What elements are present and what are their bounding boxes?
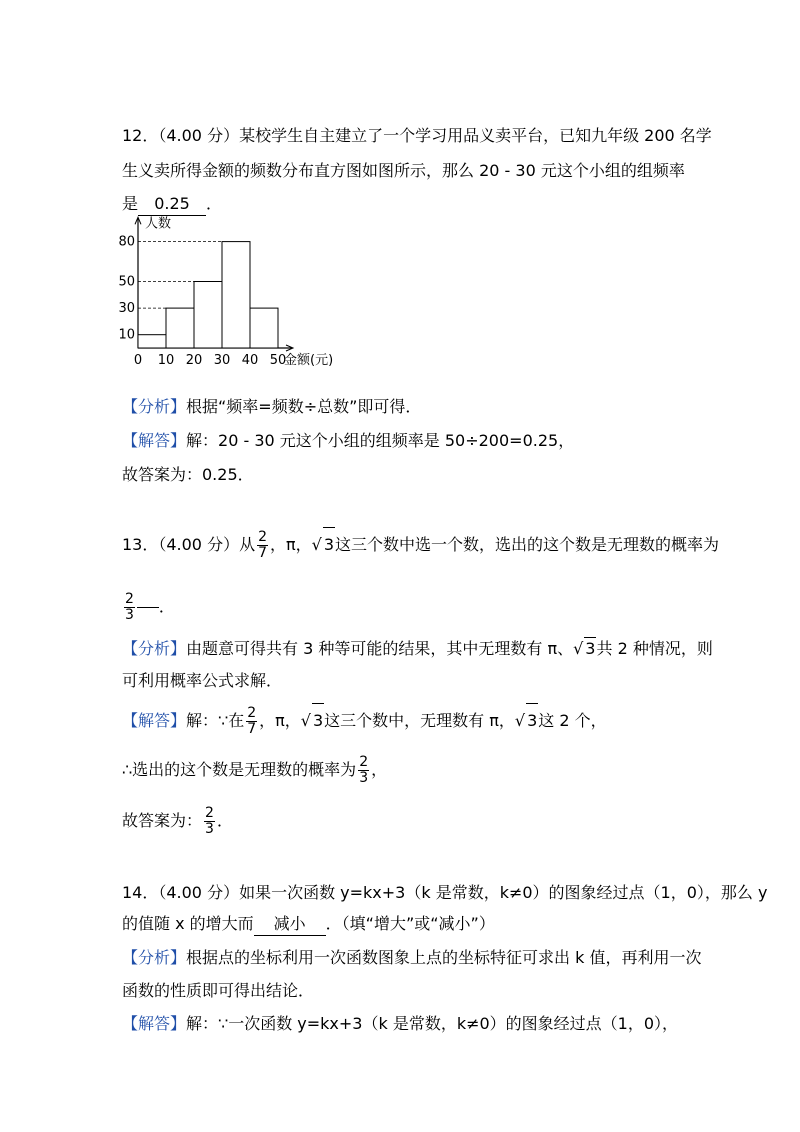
fraction-denominator: 3 [205,821,214,837]
x-tick-label: 50 [269,353,287,368]
q13-answer-suffix: ． [158,597,175,616]
q12-line-2: 生义卖所得金额的频数分布直方图如图所示，那么 20 - 30 元这个小组的组频率 [122,161,685,180]
x-tick-label: 40 [241,353,259,368]
analysis-tag: 【分析】 [122,948,187,967]
sqrt-icon: √ [514,711,526,730]
histogram-bar [166,308,194,348]
q14-suffix: ．（填“增大”或“减小”） [325,914,495,933]
histogram-bar [194,282,222,349]
q13-conclusion [122,802,233,840]
sqrt-radicand: 3 [312,703,324,738]
q14-analysis-text: 根据点的坐标利用一次函数图象上点的坐标特征可求出 k 值，再利用一次 [186,948,702,967]
q14-solution-text: 解：∵一次函数 y=kx+3（k 是常数，k≠0）的图象经过点（1，0）， [186,1014,679,1033]
q12-line-1: 12．（4.00 分）某校学生自主建立了一个学习用品义卖平台，已知九年级 200 名学 [122,126,712,145]
fraction-denominator: 3 [125,607,134,623]
frequency-histogram [115,210,375,380]
solution-tag: 【解答】 [122,431,187,450]
q14-prefix: 的值随 x 的增大而 [122,914,254,933]
fraction-numerator: 2 [247,705,257,721]
q13-answer-fraction [124,592,135,623]
q13-conclusion-end: ． [216,811,233,830]
fraction-2-3 [204,806,215,837]
y-tick-label: 10 [118,327,135,343]
q12-answer-blank: 0.25 [138,193,206,216]
q14-analysis-2: 函数的性质即可得出结论． [122,981,315,1000]
q13-line-1 [122,527,719,562]
q14-line-1: 14．（4.00 分）如果一次函数 y=kx+3（k 是常数，k≠0）的图象经过点（1，0），那么 y [122,883,768,902]
q13-therefore [122,751,387,789]
fraction-numerator: 2 [258,529,267,545]
histogram-bar [250,308,278,348]
fraction-denominator: 7 [247,721,257,737]
y-axis-label: 人数 [145,216,172,232]
sqrt-icon: √ [300,711,311,730]
q13-conclusion-text: 故答案为： [122,811,203,830]
fraction-numerator: 2 [125,591,134,607]
q13-solution-text: 解：∵在 [186,711,245,730]
q12-analysis-text: 根据“频率=频数÷总数”即可得． [186,397,422,416]
q12-prefix: 是 [122,194,139,213]
histogram-bar [222,242,250,348]
q13-analysis-text: 由题意可得共有 3 种等可能的结果，其中无理数有 π、 [186,639,574,658]
x-tick-label: 30 [213,353,231,368]
analysis-tag: 【分析】 [122,639,187,658]
q13-analysis-2: 可利用概率公式求解． [122,671,283,690]
q14-analysis-1 [122,947,701,969]
sqrt-radicand: 3 [323,527,335,562]
x-tick-label: 0 [133,353,143,368]
x-tick-label: 20 [185,353,203,368]
q12-suffix: ． [206,194,223,213]
q13-analysis-text-end: 共 2 种情况，则 [596,639,713,658]
fraction-denominator: 7 [258,545,267,561]
sqrt-radicand: 3 [585,639,596,658]
fraction-2-7 [246,706,257,737]
q12-solution [122,430,574,452]
fraction-numerator: 2 [359,754,369,770]
q12-solution-text: 解：20 - 30 元这个小组的组频率是 50÷200=0.25， [186,431,575,450]
q13-answer-blank [137,607,159,608]
x-tick-label: 10 [157,353,175,368]
solution-tag: 【解答】 [122,1014,187,1033]
q14-line-2 [122,913,495,936]
y-tick-label: 30 [118,301,135,317]
q14-solution [122,1013,678,1035]
q13-solution-end: 这 2 个， [538,711,607,730]
q13-solution-mid: 这三个数中，无理数有 π， [324,711,515,730]
q13-answer-line [122,588,175,626]
sqrt-icon: √ [311,535,322,554]
q13-solution [122,703,607,738]
q13-analysis-1 [122,637,713,660]
q13-therefore-text: ∴选出的这个数是无理数的概率为 [122,760,357,779]
y-tick-label: 80 [118,234,135,250]
q13-therefore-end: ， [371,760,388,779]
q12-analysis [122,396,421,418]
q14-answer-blank: 减小 [254,913,326,936]
fraction-denominator: 3 [359,770,369,786]
q13-question-text: 这三个数中选一个数，选出的这个数是无理数的概率为 [335,535,720,554]
sqrt-radicand: 3 [526,703,538,738]
q13-prefix: 13．（4.00 分）从 [122,535,256,554]
analysis-tag: 【分析】 [122,397,187,416]
q13-pi: ，π， [270,535,312,554]
q12-conclusion: 故答案为：0.25． [122,465,254,484]
solution-tag: 【解答】 [122,711,187,730]
y-tick-label: 50 [118,274,135,290]
fraction-2-7 [257,530,268,561]
q13-pi: ，π， [259,711,301,730]
histogram-bar [138,335,166,348]
fraction-numerator: 2 [205,805,214,821]
x-axis-label: 金额(元) [284,353,334,368]
fraction-2-3 [358,755,369,786]
sqrt-icon: √ [573,639,584,658]
